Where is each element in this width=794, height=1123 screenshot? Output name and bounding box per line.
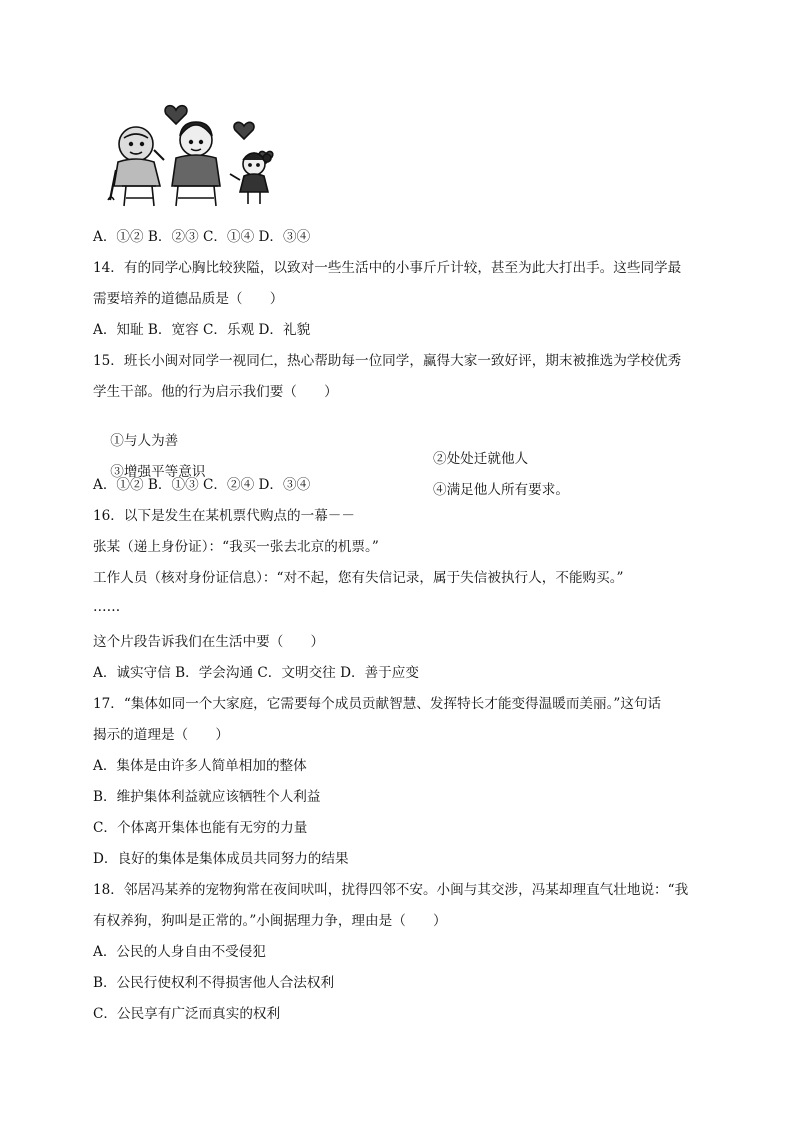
q15-statement-4: ④满足他人所有要求。 bbox=[433, 482, 569, 498]
q16-dialog-line1: 张某（递上身份证）：“我买一张去北京的机票。” bbox=[93, 539, 379, 555]
q17-stem-line2: 揭示的道理是（ ） bbox=[93, 727, 229, 743]
heart-icon bbox=[234, 122, 254, 139]
q17-option-d: D．良好的集体是集体成员共同努力的结果 bbox=[93, 851, 349, 867]
q17-stem-line1: 17．“集体如同一个大家庭，它需要每个成员贡献智慧、发挥特长才能变得温暖而美丽。”这句话 bbox=[93, 696, 662, 712]
q16-question: 这个片段告诉我们在生活中要（ ） bbox=[93, 634, 325, 650]
q15-statement-2: ②处处迁就他人 bbox=[433, 451, 529, 467]
q18-option-b: B．公民行使权利不得损害他人合法权利 bbox=[93, 975, 335, 991]
q14-stem-line1: 14．有的同学心胸比较狭隘，以致对一些生活中的小事斤斤计较，甚至为此大打出手。这些同学最 bbox=[93, 260, 682, 276]
q17-option-c: C．个体离开集体也能有无穷的力量 bbox=[93, 820, 308, 836]
q16-answer-options: A．诚实守信 B．学会沟通 C．文明交往 D．善于应变 bbox=[93, 665, 419, 681]
q14-stem-line2: 需要培养的道德品质是（ ） bbox=[93, 291, 284, 307]
q18-stem-line1: 18．邻居冯某养的宠物狗常在夜间吠叫，扰得四邻不安。小闽与其交涉，冯某却理直气壮地说：“我 bbox=[93, 882, 689, 898]
q18-stem-line2: 有权养狗，狗叫是正常的。”小闽据理力争，理由是（ ） bbox=[93, 913, 447, 929]
q16-stem: 16．以下是发生在某机票代购点的一幕－－ bbox=[93, 508, 355, 524]
q15-stem-line1: 15．班长小闽对同学一视同仁，热心帮助每一位同学，赢得大家一致好评，期末被推选为学校优秀 bbox=[93, 353, 682, 369]
q18-option-c: C．公民享有广泛而真实的权利 bbox=[93, 1006, 281, 1022]
q17-option-a: A．集体是由许多人简单相加的整体 bbox=[93, 758, 307, 774]
q15-statement-1: ①与人为善 bbox=[110, 433, 179, 449]
q13-answer-options: A．①② B．②③ C．①④ D．③④ bbox=[93, 229, 311, 245]
q18-option-a: A．公民的人身自由不受侵犯 bbox=[93, 944, 266, 960]
family-cartoon-illustration bbox=[96, 100, 296, 212]
q17-option-b: B．维护集体利益就应该牺牲个人利益 bbox=[93, 789, 321, 805]
q15-stem-line2: 学生干部。他的行为启示我们要（ ） bbox=[93, 384, 338, 400]
q15-answer-options: A．①② B．①③ C．②④ D．③④ bbox=[93, 477, 311, 493]
heart-icon bbox=[165, 106, 187, 124]
q16-ellipsis: …… bbox=[93, 599, 121, 615]
q16-dialog-line2: 工作人员（核对身份证信息）：“对不起，您有失信记录，属于失信被执行人，不能购买。” bbox=[93, 570, 624, 586]
q14-answer-options: A．知耻 B．宽容 C．乐观 D．礼貌 bbox=[93, 322, 311, 338]
q15-statement-3: ③增强平等意识 bbox=[110, 464, 206, 480]
